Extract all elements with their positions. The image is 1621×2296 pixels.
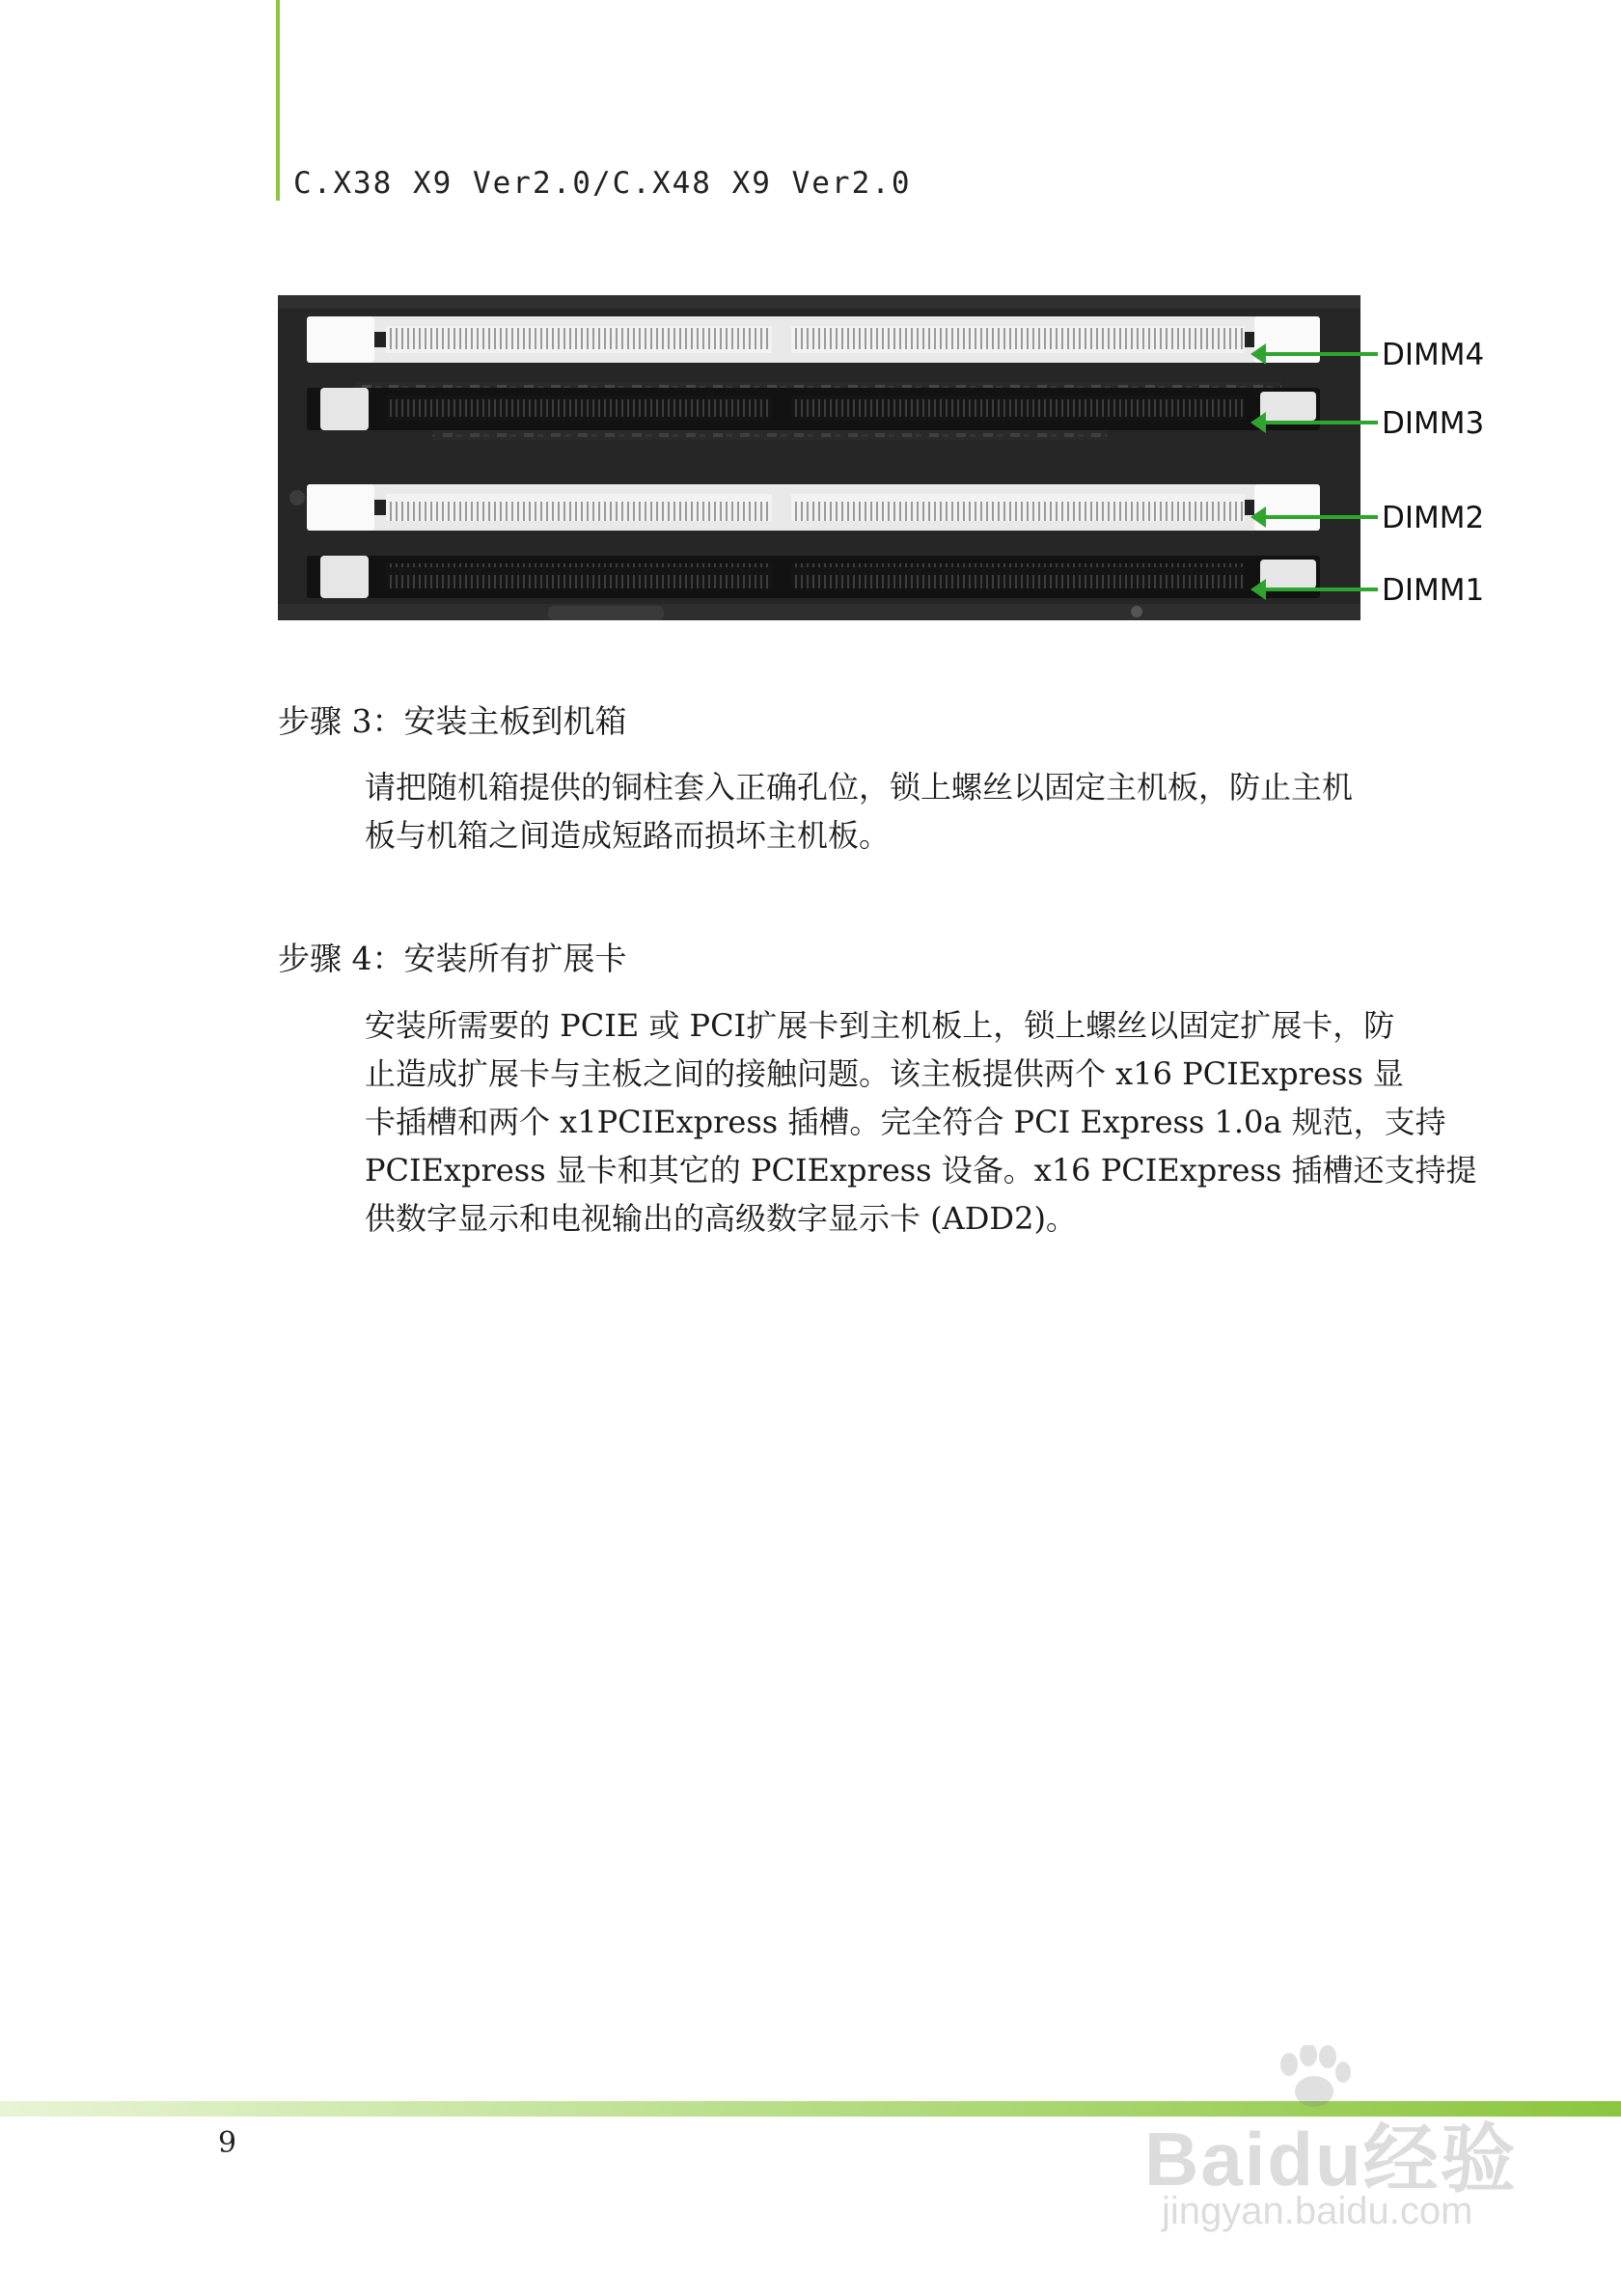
- step4-paragraph: [365, 1001, 1477, 1243]
- step3-line: 请把随机箱提供的铜柱套入正确孔位，锁上螺丝以固定主机板，防止主机: [365, 769, 1354, 806]
- watermark-brand: Baidu经验: [1144, 2117, 1518, 2201]
- step4-line: 卡插槽和两个 x1PCIExpress 插槽。完全符合 PCI Express 1.0a 规范，支持: [365, 1104, 1446, 1140]
- dimm3-leader-arrow: [1264, 421, 1378, 424]
- step3-paragraph: [365, 763, 1416, 860]
- dimm4-label: DIMM4: [1382, 338, 1485, 372]
- step4-line: PCIExpress 显卡和其它的 PCIExpress 设备。x16 PCIExpress 插槽还支持提: [365, 1152, 1477, 1189]
- step4-heading: 步骤 4：安装所有扩展卡: [278, 940, 627, 977]
- dimm3-slot: [307, 388, 1320, 430]
- step4-line: 供数字显示和电视输出的高级数字显示卡 (ADD2)。: [365, 1200, 1077, 1237]
- baidu-watermark: [1144, 2045, 1550, 2238]
- page-number: 9: [218, 2126, 237, 2160]
- step3-line: 板与机箱之间造成短路而损坏主机板。: [365, 817, 891, 854]
- dimm4-slot: [307, 316, 1320, 363]
- dimm1-leader-arrow: [1264, 588, 1378, 591]
- dimm2-leader-arrow: [1264, 515, 1378, 519]
- header-model-title: C.X38 X9 Ver2.0/C.X48 X9 Ver2.0: [293, 166, 912, 201]
- dimm2-slot: [307, 484, 1320, 531]
- dimm3-label: DIMM3: [1382, 406, 1485, 441]
- step3-heading: 步骤 3：安装主板到机箱: [278, 702, 627, 740]
- step4-line: 安装所需要的 PCIE 或 PCI扩展卡到主机板上，锁上螺丝以固定扩展卡，防: [365, 1007, 1395, 1044]
- motherboard-photo: [278, 295, 1360, 620]
- step4-line: 止造成扩展卡与主板之间的接触问题。该主板提供两个 x16 PCIExpress 显: [365, 1055, 1404, 1092]
- dimm1-label: DIMM1: [1382, 573, 1485, 608]
- dimm-slots-illustration: [278, 295, 1360, 620]
- dimm1-slot: [307, 556, 1320, 598]
- watermark-url: jingyan.baidu.com: [1162, 2190, 1473, 2232]
- dimm4-leader-arrow: [1264, 352, 1378, 356]
- header-accent-bar: [276, 0, 280, 201]
- dimm2-label: DIMM2: [1382, 501, 1485, 535]
- dimm-slots-figure: [278, 295, 1485, 620]
